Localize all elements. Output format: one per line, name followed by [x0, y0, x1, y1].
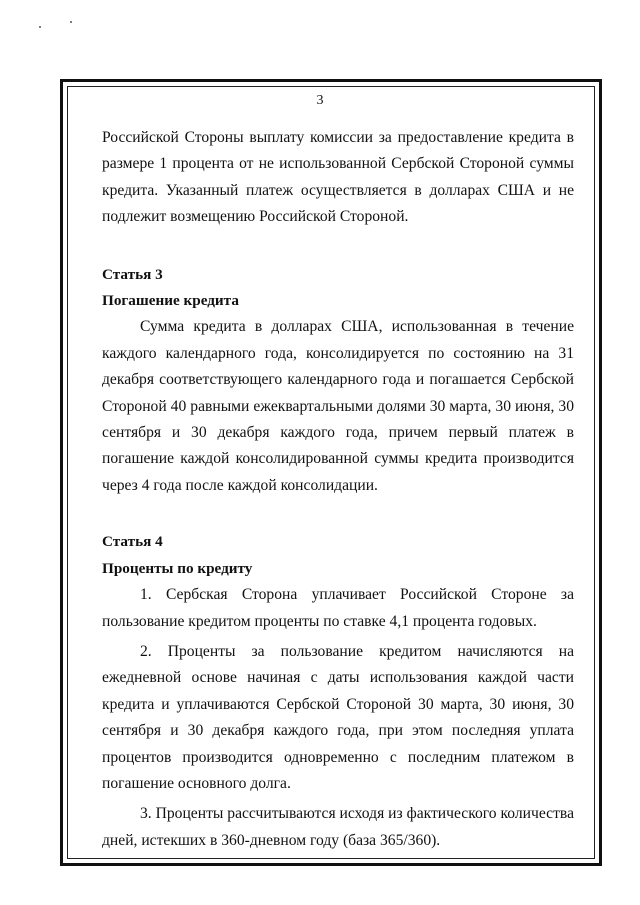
spacer — [102, 231, 574, 262]
article-4-subtitle: Проценты по кредиту — [102, 559, 253, 577]
article-3-paragraph: Сумма кредита в долларах США, использованная в течение каждого календарного года, консолидируется по состоянию на 31 декабря соответствующего календарного года и погашается Сербской Стороной 40 равными ежеквартальными долями 30 марта, 30 июня, 30 сентября и 30 декабря каждого года, причем первый платеж в погашение каждой консолидированной суммы кредита производится через 4 года после каждой консолидации. — [102, 318, 574, 494]
scan-speck — [39, 26, 41, 28]
scan-speck — [70, 21, 72, 23]
article-3 — [102, 262, 574, 500]
document-body — [102, 125, 574, 854]
intro-paragraph: Российской Стороны выплату комиссии за предоставление кредита в размере 1 процента от не использованной Сербской Стороной суммы кредита. Указанный платеж осуществляется в долларах США и не подлежит возмещению Российской Стороной. — [102, 129, 574, 226]
article-3-title: Статья 3 — [102, 265, 163, 283]
article-3-subtitle: Погашение кредита — [102, 292, 239, 310]
article-4-paragraph-2: 2. Проценты за пользование кредитом начисляются на ежедневной основе начиная с даты использования каждой части кредита и уплачиваются Сербской Стороной 30 марта, 30 июня, 30 сентября и 30 декабря каждого года, при этом последняя уплата процентов производится одновременно с последним платежом в погашение основного долга. — [102, 642, 574, 792]
article-4-paragraph-1: 1. Сербская Сторона уплачивает Российской Стороне за пользование кредитом проценты по ставке 4,1 процента годовых. — [102, 586, 574, 630]
spacer — [102, 499, 574, 529]
article-4-title: Статья 4 — [102, 533, 163, 551]
page-number: 3 — [316, 93, 324, 108]
article-4-paragraph-3: 3. Проценты рассчитываются исходя из фактического количества дней, истекших в 360-дневном году (база 365/360). — [102, 805, 574, 849]
article-4 — [102, 529, 574, 854]
